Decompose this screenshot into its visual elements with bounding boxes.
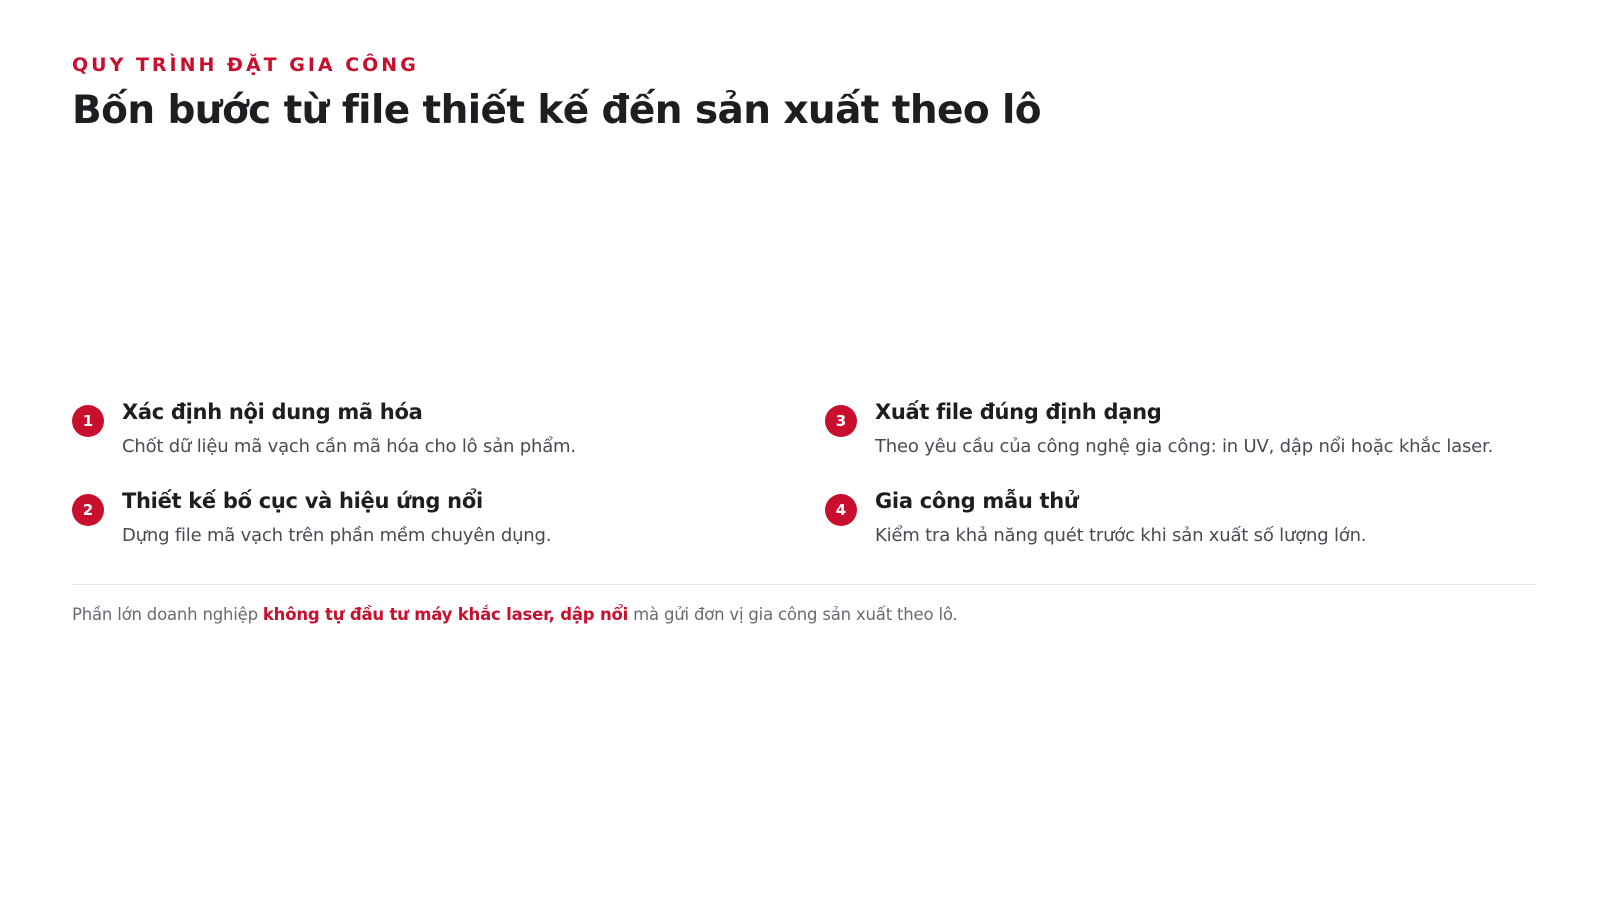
step-title: Thiết kế bố cục và hiệu ứng nổi: [122, 489, 483, 513]
section-divider: [72, 584, 1536, 585]
step-title: Gia công mẫu thử: [875, 489, 1079, 513]
step-description: Dựng file mã vạch trên phần mềm chuyên dụng.: [122, 525, 552, 546]
step-title: Xác định nội dung mã hóa: [122, 400, 423, 424]
footnote: [72, 605, 957, 624]
step-item-2: [72, 489, 772, 559]
step-item-3: [825, 400, 1525, 470]
footnote-text-after: mà gửi đơn vị gia công sản xuất theo lô.: [628, 605, 958, 624]
footnote-highlight: không tự đầu tư máy khắc laser, dập nổi: [262, 605, 629, 624]
step-description: Kiểm tra khả năng quét trước khi sản xuất số lượng lớn.: [875, 525, 1367, 546]
footnote-text-before: Phần lớn doanh nghiệp: [72, 605, 263, 624]
steps-grid: [72, 400, 1536, 560]
step-number-badge: 1: [72, 405, 104, 437]
step-description: Theo yêu cầu của công nghệ gia công: in UV, dập nổi hoặc khắc laser.: [875, 436, 1494, 457]
step-number-badge: 2: [72, 494, 104, 526]
step-item-1: [72, 400, 772, 470]
step-number-badge: 4: [825, 494, 857, 526]
section-eyebrow: QUY TRÌNH ĐẶT GIA CÔNG: [72, 54, 419, 76]
step-number-badge: 3: [825, 405, 857, 437]
step-description: Chốt dữ liệu mã vạch cần mã hóa cho lô sản phẩm.: [122, 436, 576, 457]
page-title: Bốn bước từ file thiết kế đến sản xuất theo lô: [72, 88, 1041, 133]
step-item-4: [825, 489, 1525, 559]
step-title: Xuất file đúng định dạng: [875, 400, 1162, 424]
process-page: [72, 0, 1536, 900]
